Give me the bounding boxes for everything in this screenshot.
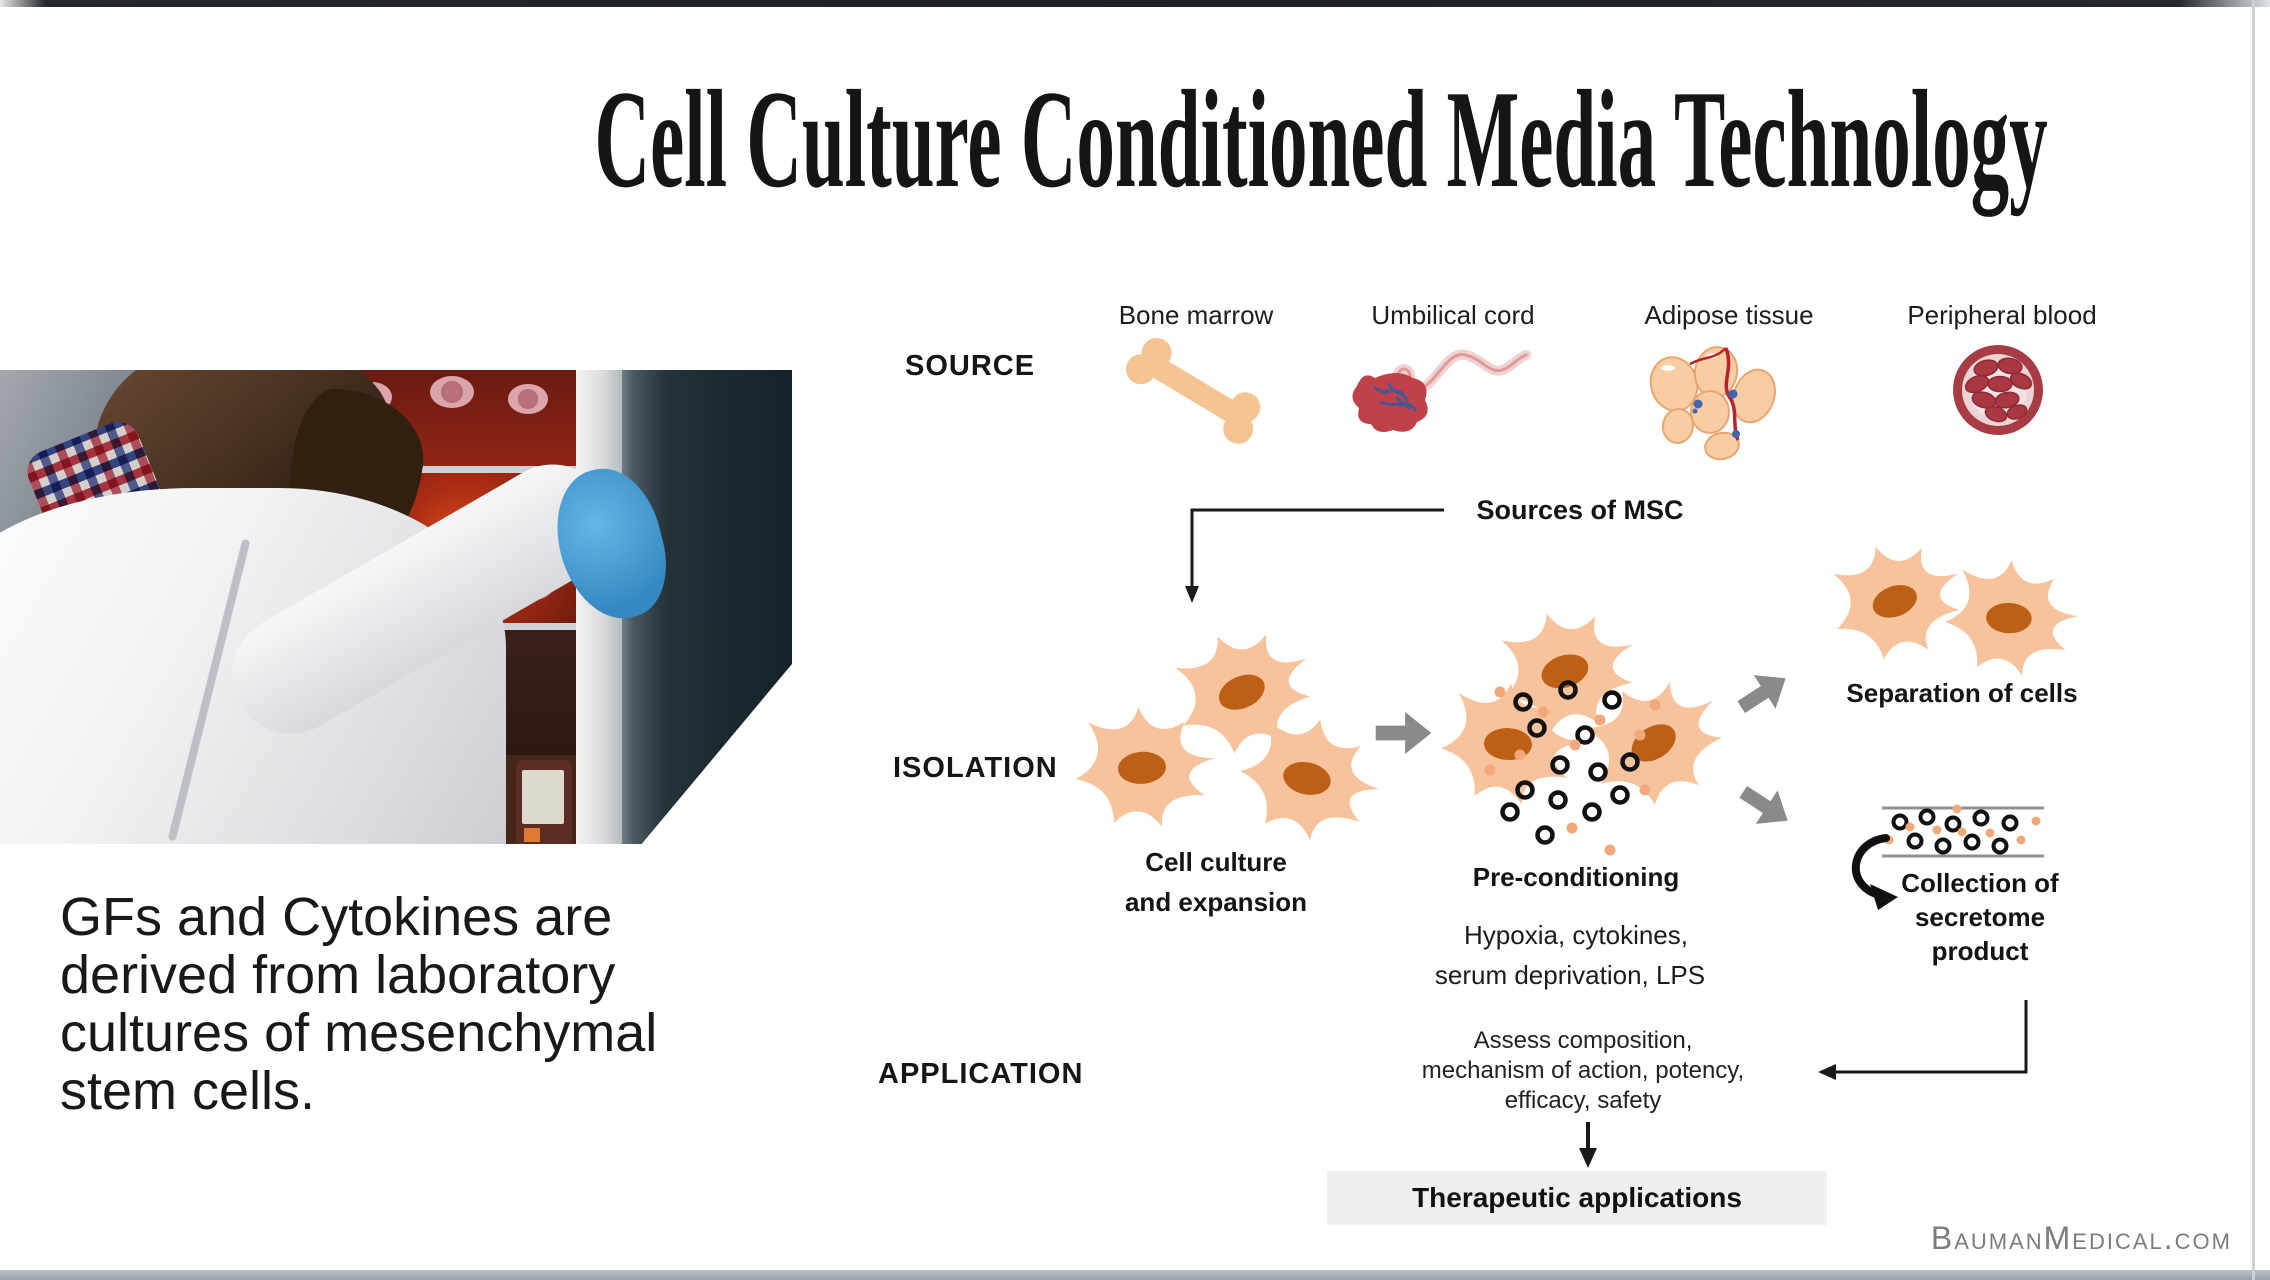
bone-icon — [1120, 330, 1271, 450]
preconditioning-detail-line2: serum deprivation, LPS — [1434, 960, 1706, 990]
preconditioning-detail-line1: Hypoxia, cytokines, — [1464, 920, 1688, 950]
preconditioning-cells-icon — [1432, 605, 1740, 820]
right-edge-line — [2252, 0, 2255, 1280]
assess-line3: efficacy, safety — [1504, 1087, 1662, 1114]
separation-label: Separation of cells — [1846, 678, 2078, 708]
caption-line: derived from laboratory — [60, 945, 616, 1005]
assess-line1: Assess composition, — [1473, 1027, 1693, 1054]
therapeutic-applications-box — [1327, 1171, 1827, 1225]
arrowhead-down — [1185, 586, 1199, 603]
down-right-arrow-icon — [1732, 775, 1798, 837]
source-label-umbilical-cord: Umbilical cord — [1371, 300, 1535, 330]
collection-curved-arrow — [1856, 838, 1898, 910]
source-label-bone-marrow: Bone marrow — [1118, 300, 1274, 330]
source-label-peripheral-blood: Peripheral blood — [1907, 300, 2097, 330]
collection-line1: Collection of — [1901, 868, 2059, 898]
page-title-text: Cell Culture Conditioned Media Technology — [594, 62, 2048, 217]
website-footer: BaumanMedical.com — [1930, 1220, 2232, 1256]
cell-culture-line1: Cell culture — [1145, 847, 1287, 877]
row-label-source: SOURCE — [905, 350, 1036, 382]
secretome-channel-icon — [1882, 805, 2044, 857]
assess-line2: mechanism of action, potency, — [1421, 1057, 1745, 1084]
umbilical-cord-icon — [1352, 355, 1526, 432]
caption-line: GFs and Cytokines are — [60, 887, 613, 947]
collection-line2: secretome — [1914, 902, 2046, 932]
caption-line: cultures of mesenchymal — [60, 1003, 658, 1063]
right-arrow-icon — [1376, 712, 1432, 754]
cell-culture-line2: and expansion — [1124, 887, 1308, 917]
sources-of-msc-arrow — [1192, 510, 1444, 588]
assess-to-therapeutic-arrow — [1579, 1122, 1597, 1168]
separated-cells-icon — [1827, 536, 2087, 688]
therapeutic-applications-label: Therapeutic applications — [1412, 1182, 1742, 1213]
sources-of-msc-label: Sources of MSC — [1476, 495, 1684, 525]
row-label-isolation: ISOLATION — [893, 752, 1058, 784]
peripheral-blood-icon — [1953, 345, 2043, 435]
collection-line3: product — [1931, 936, 2029, 966]
up-right-arrow-icon — [1730, 662, 1796, 724]
adipose-tissue-icon — [1645, 344, 1782, 463]
secretome-to-assess-arrow — [1818, 1000, 2026, 1080]
caption-line: stem cells. — [60, 1061, 316, 1121]
cell-culture-cells-icon — [1071, 619, 1396, 860]
cell-culture-label — [1125, 842, 1307, 922]
assess-text — [1422, 1026, 1744, 1116]
bottom-edge-bar — [0, 1270, 2270, 1280]
source-label-adipose-tissue: Adipose tissue — [1644, 300, 1814, 330]
row-label-application: APPLICATION — [878, 1058, 1084, 1090]
preconditioning-title: Pre-conditioning — [1472, 862, 1680, 892]
collection-label — [1901, 866, 2058, 968]
